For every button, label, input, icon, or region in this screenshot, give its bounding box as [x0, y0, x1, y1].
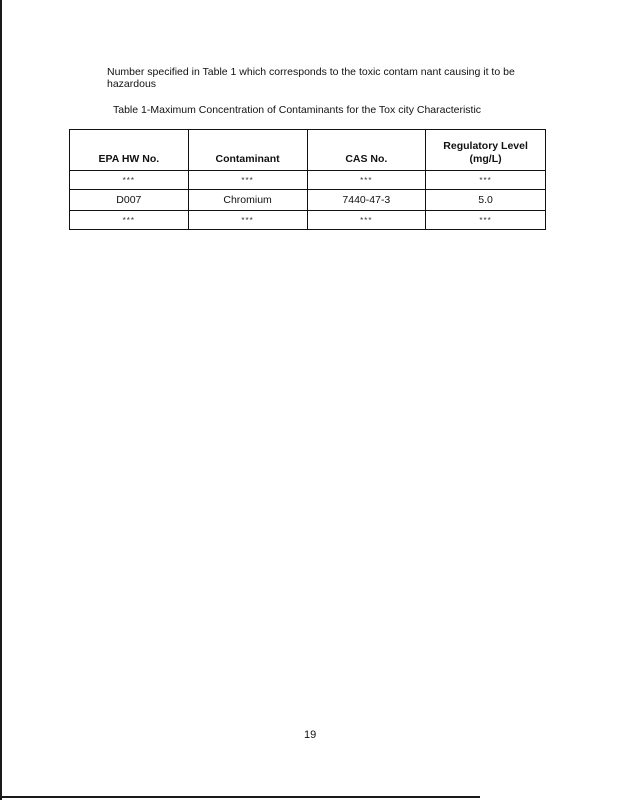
table-cell: ***	[426, 211, 546, 230]
table-cell: ***	[70, 171, 189, 190]
table-header-row	[70, 130, 546, 171]
header-cas-no: CAS No.	[307, 130, 426, 171]
table-cell: 5.0	[426, 190, 546, 211]
table-cell: 7440-47-3	[307, 190, 426, 211]
table-row	[70, 211, 546, 230]
header-epa-hw-no: EPA HW No.	[70, 130, 189, 171]
table-row	[70, 190, 546, 211]
page-number: 19	[304, 729, 317, 741]
contaminant-table	[69, 129, 546, 230]
table-cell: ***	[307, 211, 426, 230]
table-cell: ***	[307, 171, 426, 190]
header-contaminant: Contaminant	[188, 130, 307, 171]
scan-edge-bottom	[0, 796, 480, 798]
table-row	[70, 171, 546, 190]
table-cell: ***	[188, 211, 307, 230]
table-cell: D007	[70, 190, 189, 211]
header-regulatory-level: Regulatory Level (mg/L)	[426, 130, 546, 171]
table-cell: Chromium	[188, 190, 307, 211]
table-cell: ***	[70, 211, 189, 230]
table-cell: ***	[188, 171, 307, 190]
table-caption: Table 1-Maximum Concentration of Contaminants for the Tox city Characteristic	[113, 104, 482, 116]
scan-edge-left	[0, 0, 2, 800]
table-cell: ***	[426, 171, 546, 190]
intro-paragraph: Number specified in Table 1 which corresponds to the toxic contam nant causing it to be hazardous	[107, 66, 515, 90]
